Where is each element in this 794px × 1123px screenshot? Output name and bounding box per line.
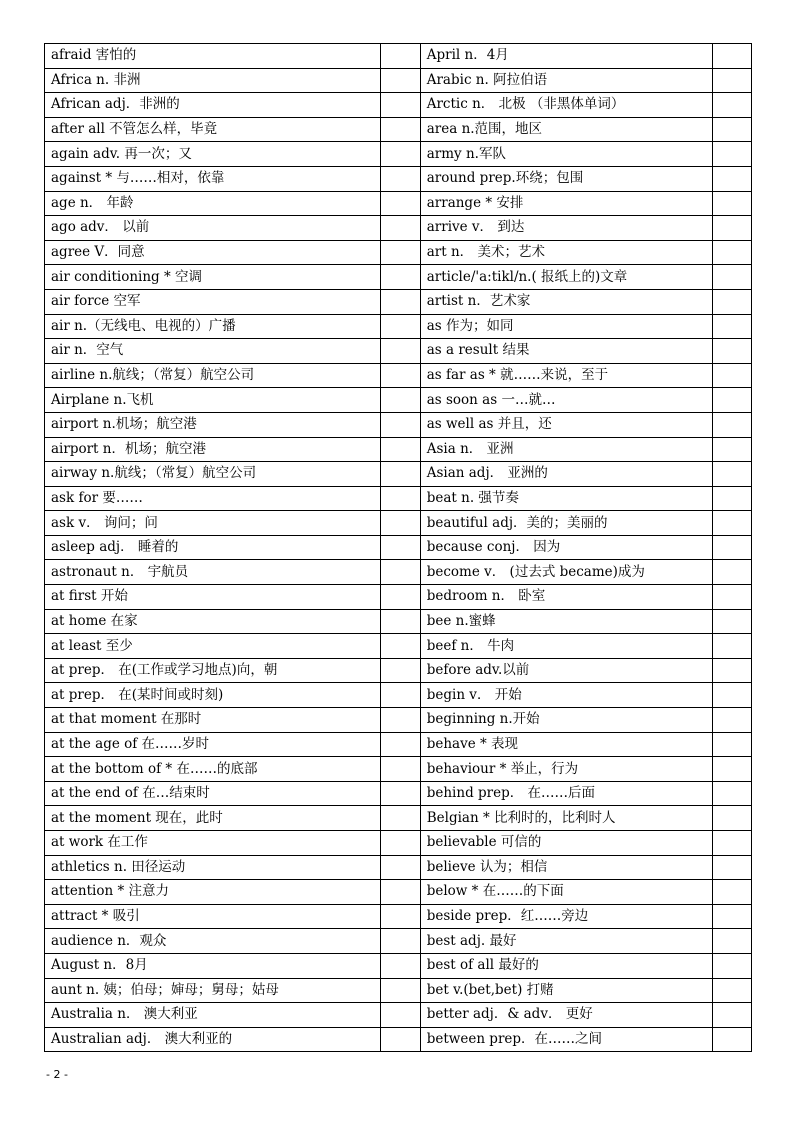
table-row: [45, 560, 752, 585]
table-row: [45, 363, 752, 388]
left-blank-cell: [381, 585, 420, 610]
right-blank-cell: [712, 560, 751, 585]
right-entry-cell: Arabic n. 阿拉伯语: [420, 68, 712, 93]
table-row: [45, 634, 752, 659]
right-blank-cell: [712, 634, 751, 659]
right-blank-cell: [712, 585, 751, 610]
right-blank-cell: [712, 1003, 751, 1028]
left-entry-cell: athletics n. 田径运动: [45, 855, 381, 880]
right-blank-cell: [712, 781, 751, 806]
right-blank-cell: [712, 363, 751, 388]
left-blank-cell: [381, 142, 420, 167]
right-blank-cell: [712, 708, 751, 733]
table-row: [45, 44, 752, 69]
table-row: [45, 289, 752, 314]
left-entry-cell: air conditioning * 空调: [45, 265, 381, 290]
left-blank-cell: [381, 634, 420, 659]
table-row: [45, 757, 752, 782]
right-blank-cell: [712, 929, 751, 954]
right-entry-cell: Belgian * 比利时的，比利时人: [420, 806, 712, 831]
table-row: [45, 585, 752, 610]
right-entry-cell: below * 在……的下面: [420, 880, 712, 905]
table-row: [45, 486, 752, 511]
left-entry-cell: asleep adj． 睡着的: [45, 535, 381, 560]
right-blank-cell: [712, 412, 751, 437]
left-entry-cell: African adj．非洲的: [45, 93, 381, 118]
left-blank-cell: [381, 953, 420, 978]
left-entry-cell: air n.（无线电、电视的）广播: [45, 314, 381, 339]
left-blank-cell: [381, 560, 420, 585]
right-blank-cell: [712, 462, 751, 487]
right-entry-cell: beside prep．红……旁边: [420, 904, 712, 929]
left-blank-cell: [381, 412, 420, 437]
right-entry-cell: beautiful adj．美的；美丽的: [420, 511, 712, 536]
left-blank-cell: [381, 363, 420, 388]
left-blank-cell: [381, 732, 420, 757]
table-row: [45, 265, 752, 290]
right-blank-cell: [712, 1027, 751, 1052]
left-entry-cell: afraid 害怕的: [45, 44, 381, 69]
table-row: [45, 929, 752, 954]
table-row: [45, 855, 752, 880]
table-row: [45, 1003, 752, 1028]
left-entry-cell: August n．8月: [45, 953, 381, 978]
table-row: [45, 781, 752, 806]
table-row: [45, 1027, 752, 1052]
table-row: [45, 535, 752, 560]
left-entry-cell: at prep． 在(工作或学习地点)向，朝: [45, 658, 381, 683]
table-row: [45, 142, 752, 167]
left-blank-cell: [381, 511, 420, 536]
left-blank-cell: [381, 339, 420, 364]
right-entry-cell: army n.军队: [420, 142, 712, 167]
table-row: [45, 978, 752, 1003]
right-entry-cell: believable 可信的: [420, 831, 712, 856]
left-entry-cell: airline n.航线；（常复）航空公司: [45, 363, 381, 388]
right-blank-cell: [712, 855, 751, 880]
left-blank-cell: [381, 486, 420, 511]
table-row: [45, 68, 752, 93]
left-entry-cell: aunt n. 姨；伯母；婶母；舅母；姑母: [45, 978, 381, 1003]
left-blank-cell: [381, 535, 420, 560]
right-blank-cell: [712, 191, 751, 216]
table-row: [45, 412, 752, 437]
right-entry-cell: arrange * 安排: [420, 191, 712, 216]
right-entry-cell: beginning n.开始: [420, 708, 712, 733]
left-entry-cell: Australia n． 澳大利亚: [45, 1003, 381, 1028]
table-row: [45, 708, 752, 733]
right-entry-cell: Asian adj． 亚洲的: [420, 462, 712, 487]
table-row: [45, 609, 752, 634]
right-entry-cell: article/'a:tikl/n.( 报纸上的)文章: [420, 265, 712, 290]
left-blank-cell: [381, 757, 420, 782]
table-row: [45, 117, 752, 142]
page-number: - 2 -: [46, 1068, 68, 1081]
left-entry-cell: agree V．同意: [45, 240, 381, 265]
right-blank-cell: [712, 166, 751, 191]
table-row: [45, 339, 752, 364]
right-blank-cell: [712, 314, 751, 339]
right-entry-cell: behaviour * 举止，行为: [420, 757, 712, 782]
right-entry-cell: as far as * 就……来说，至于: [420, 363, 712, 388]
right-blank-cell: [712, 240, 751, 265]
right-blank-cell: [712, 44, 751, 69]
table-row: [45, 511, 752, 536]
left-blank-cell: [381, 904, 420, 929]
right-entry-cell: Arctic n． 北极 （非黑体单词）: [420, 93, 712, 118]
left-entry-cell: airport n.机场；航空港: [45, 412, 381, 437]
right-blank-cell: [712, 757, 751, 782]
right-blank-cell: [712, 904, 751, 929]
vocabulary-table: [44, 43, 752, 1052]
table-row: [45, 437, 752, 462]
left-entry-cell: at prep． 在(某时间或时刻): [45, 683, 381, 708]
right-entry-cell: better adj．& adv． 更好: [420, 1003, 712, 1028]
left-entry-cell: at that moment 在那时: [45, 708, 381, 733]
left-entry-cell: at least 至少: [45, 634, 381, 659]
left-entry-cell: at work 在工作: [45, 831, 381, 856]
left-blank-cell: [381, 93, 420, 118]
right-entry-cell: best of all 最好的: [420, 953, 712, 978]
right-entry-cell: believe 认为；相信: [420, 855, 712, 880]
left-blank-cell: [381, 978, 420, 1003]
left-blank-cell: [381, 68, 420, 93]
right-entry-cell: because conj． 因为: [420, 535, 712, 560]
right-entry-cell: become v． (过去式 became)成为: [420, 560, 712, 585]
left-blank-cell: [381, 289, 420, 314]
left-blank-cell: [381, 658, 420, 683]
left-entry-cell: astronaut n． 宇航员: [45, 560, 381, 585]
left-entry-cell: ask for 要……: [45, 486, 381, 511]
left-entry-cell: audience n．观众: [45, 929, 381, 954]
left-blank-cell: [381, 781, 420, 806]
left-entry-cell: Airplane n.飞机: [45, 388, 381, 413]
left-entry-cell: at home 在家: [45, 609, 381, 634]
right-blank-cell: [712, 831, 751, 856]
table-row: [45, 831, 752, 856]
right-entry-cell: best adj. 最好: [420, 929, 712, 954]
left-blank-cell: [381, 265, 420, 290]
right-blank-cell: [712, 289, 751, 314]
left-entry-cell: air n．空气: [45, 339, 381, 364]
table-row: [45, 683, 752, 708]
left-entry-cell: again adv. 再一次；又: [45, 142, 381, 167]
right-entry-cell: beef n． 牛肉: [420, 634, 712, 659]
left-blank-cell: [381, 191, 420, 216]
right-blank-cell: [712, 93, 751, 118]
left-blank-cell: [381, 880, 420, 905]
left-entry-cell: at the moment 现在，此时: [45, 806, 381, 831]
right-entry-cell: arrive v． 到达: [420, 216, 712, 241]
left-blank-cell: [381, 1003, 420, 1028]
left-blank-cell: [381, 831, 420, 856]
right-blank-cell: [712, 535, 751, 560]
right-blank-cell: [712, 978, 751, 1003]
left-entry-cell: after all 不管怎么样，毕竟: [45, 117, 381, 142]
table-row: [45, 93, 752, 118]
left-entry-cell: against * 与……相对，依靠: [45, 166, 381, 191]
right-entry-cell: bee n.蜜蜂: [420, 609, 712, 634]
table-row: [45, 191, 752, 216]
right-blank-cell: [712, 683, 751, 708]
right-blank-cell: [712, 486, 751, 511]
left-blank-cell: [381, 117, 420, 142]
left-blank-cell: [381, 44, 420, 69]
right-blank-cell: [712, 388, 751, 413]
right-entry-cell: behind prep． 在……后面: [420, 781, 712, 806]
right-blank-cell: [712, 880, 751, 905]
right-blank-cell: [712, 68, 751, 93]
left-blank-cell: [381, 462, 420, 487]
left-entry-cell: at the end of 在…结束时: [45, 781, 381, 806]
table-row: [45, 314, 752, 339]
right-blank-cell: [712, 265, 751, 290]
table-row: [45, 880, 752, 905]
table-row: [45, 462, 752, 487]
right-blank-cell: [712, 216, 751, 241]
table-row: [45, 216, 752, 241]
table-row: [45, 240, 752, 265]
left-entry-cell: at first 开始: [45, 585, 381, 610]
left-entry-cell: ask v． 询问；问: [45, 511, 381, 536]
table-row: [45, 732, 752, 757]
left-blank-cell: [381, 437, 420, 462]
left-entry-cell: Africa n. 非洲: [45, 68, 381, 93]
right-entry-cell: as a result 结果: [420, 339, 712, 364]
right-entry-cell: artist n．艺术家: [420, 289, 712, 314]
right-entry-cell: as well as 并且，还: [420, 412, 712, 437]
right-blank-cell: [712, 142, 751, 167]
right-blank-cell: [712, 953, 751, 978]
left-entry-cell: airway n.航线；（常复）航空公司: [45, 462, 381, 487]
left-entry-cell: age n． 年龄: [45, 191, 381, 216]
table-row: [45, 904, 752, 929]
right-blank-cell: [712, 806, 751, 831]
left-blank-cell: [381, 240, 420, 265]
left-entry-cell: air force 空军: [45, 289, 381, 314]
table-row: [45, 953, 752, 978]
left-blank-cell: [381, 806, 420, 831]
left-blank-cell: [381, 314, 420, 339]
right-blank-cell: [712, 437, 751, 462]
left-blank-cell: [381, 683, 420, 708]
left-entry-cell: Australian adj． 澳大利亚的: [45, 1027, 381, 1052]
right-blank-cell: [712, 609, 751, 634]
right-entry-cell: as soon as 一…就…: [420, 388, 712, 413]
right-entry-cell: between prep．在……之间: [420, 1027, 712, 1052]
right-entry-cell: begin v． 开始: [420, 683, 712, 708]
table-row: [45, 166, 752, 191]
right-blank-cell: [712, 732, 751, 757]
left-entry-cell: ago adv． 以前: [45, 216, 381, 241]
right-blank-cell: [712, 658, 751, 683]
left-entry-cell: at the age of 在……岁时: [45, 732, 381, 757]
left-blank-cell: [381, 609, 420, 634]
right-entry-cell: beat n. 强节奏: [420, 486, 712, 511]
vocabulary-table-body: [45, 44, 752, 1052]
left-blank-cell: [381, 708, 420, 733]
right-entry-cell: before adv.以前: [420, 658, 712, 683]
table-row: [45, 806, 752, 831]
table-row: [45, 658, 752, 683]
left-blank-cell: [381, 166, 420, 191]
left-blank-cell: [381, 929, 420, 954]
left-blank-cell: [381, 855, 420, 880]
left-entry-cell: attention * 注意力: [45, 880, 381, 905]
right-entry-cell: bet v.(bet,bet) 打赌: [420, 978, 712, 1003]
right-entry-cell: bedroom n． 卧室: [420, 585, 712, 610]
right-blank-cell: [712, 117, 751, 142]
left-blank-cell: [381, 388, 420, 413]
right-entry-cell: April n．4月: [420, 44, 712, 69]
left-blank-cell: [381, 1027, 420, 1052]
table-row: [45, 388, 752, 413]
right-blank-cell: [712, 339, 751, 364]
right-entry-cell: around prep.环绕；包围: [420, 166, 712, 191]
right-entry-cell: art n． 美术；艺术: [420, 240, 712, 265]
right-entry-cell: area n.范围，地区: [420, 117, 712, 142]
left-entry-cell: attract * 吸引: [45, 904, 381, 929]
right-entry-cell: behave * 表现: [420, 732, 712, 757]
right-entry-cell: as 作为；如同: [420, 314, 712, 339]
right-blank-cell: [712, 511, 751, 536]
left-entry-cell: at the bottom of * 在……的底部: [45, 757, 381, 782]
left-entry-cell: airport n．机场；航空港: [45, 437, 381, 462]
left-blank-cell: [381, 216, 420, 241]
right-entry-cell: Asia n． 亚洲: [420, 437, 712, 462]
